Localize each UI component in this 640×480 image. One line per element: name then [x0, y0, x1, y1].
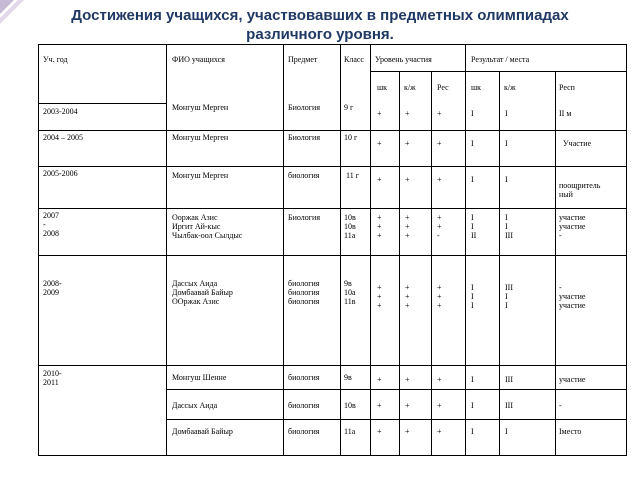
row3-year: 2005-2006 — [43, 169, 78, 178]
row3-level-rep: + — [437, 175, 442, 184]
olympiad-results-table — [38, 44, 627, 456]
row6a-result-kozh: III — [505, 375, 513, 384]
row1-subject: Биология — [288, 103, 321, 112]
row6c-level-school: + — [377, 427, 382, 436]
row4-level-rep: + + - — [437, 213, 442, 240]
row4-subject: Биология — [288, 213, 321, 222]
row6a-level-rep: + — [437, 375, 442, 384]
row4-names: Ооржак Азис Иргит Ай-кыс Чылбак-оол Сылдыс — [172, 213, 243, 240]
row5-names: Дассых Аида Домбаавай Байыр ООржак Азис — [172, 279, 233, 306]
row3-result-kozh: I — [505, 175, 508, 184]
row6c-class: 11а — [344, 427, 356, 436]
grid-line — [166, 419, 626, 420]
row6b-level-school: + — [377, 401, 382, 410]
row5-result-kozh: III I I — [505, 283, 513, 310]
row6c-level-kozh: + — [405, 427, 410, 436]
grid-line — [39, 255, 626, 256]
row3-subject: биология — [288, 171, 320, 180]
row4-classes: 10в 10в 11а — [344, 213, 356, 240]
row2-level-rep: + — [437, 139, 442, 148]
grid-line — [39, 166, 626, 167]
row5-level-kozh: + + + — [405, 283, 410, 310]
row6a-name: Монгуш Шенне — [172, 373, 227, 382]
title-line-1: Достижения учащихся, участвовавших в предметных олимпиадах — [71, 7, 569, 24]
row6c-result-resp: Iместо — [559, 427, 582, 436]
header-year: Уч. год — [43, 55, 68, 64]
row5-result-resp: - участие участие — [559, 283, 586, 310]
row1-result-resp: II м — [559, 109, 572, 118]
grid-line — [166, 45, 167, 455]
row6a-class: 9в — [344, 373, 352, 382]
grid-line — [399, 71, 400, 455]
row3-result-school: I — [471, 175, 474, 184]
row6b-subject: биология — [288, 401, 320, 410]
header-result: Результат / места — [471, 55, 530, 64]
header-name: ФИО учащихся — [172, 55, 225, 64]
header-level-rep: Рес — [437, 83, 449, 92]
row6a-result-school: I — [471, 375, 474, 384]
row4-result-school: I I II — [471, 213, 477, 240]
grid-line — [39, 208, 626, 209]
row6a-level-kozh: + — [405, 375, 410, 384]
row6b-class: 10в — [344, 401, 356, 410]
row4-result-resp: участие участие - — [559, 213, 586, 240]
row1-result-kozh: I — [505, 109, 508, 118]
header-level-kozh: к/ж — [404, 83, 416, 92]
row6a-result-resp: участие — [559, 375, 586, 384]
header-class: Класс — [344, 55, 364, 64]
header-level: Уровень участия — [375, 55, 432, 64]
row2-level-kozh: + — [405, 139, 410, 148]
header-subject: Предмет — [288, 55, 318, 64]
row4-level-kozh: + + + — [405, 213, 410, 240]
row1-level-school: + — [377, 109, 382, 118]
row6b-result-resp: - — [559, 401, 562, 410]
row5-level-rep: + + + — [437, 283, 442, 310]
page-title — [0, 6, 640, 44]
row6b-level-rep: + — [437, 401, 442, 410]
grid-line — [431, 71, 432, 455]
row6a-level-school: + — [377, 375, 382, 384]
row3-name: Монгуш Мерген — [172, 171, 229, 180]
row2-result-kozh: I — [505, 139, 508, 148]
grid-line — [39, 130, 626, 131]
grid-line — [39, 103, 166, 104]
row4-year: 2007 - 2008 — [43, 211, 59, 238]
row4-result-kozh: I I III — [505, 213, 513, 240]
row2-class: 10 г — [344, 133, 358, 142]
row3-result-resp: поощритель ный — [559, 181, 601, 199]
row6-year: 2010- 2011 — [43, 369, 62, 387]
row2-level-school: + — [377, 139, 382, 148]
grid-line — [555, 71, 556, 455]
row2-result-school: I — [471, 139, 474, 148]
header-result-resp: Респ — [559, 83, 575, 92]
row6c-name: Домбаавай Байыр — [172, 427, 233, 436]
row6b-level-kozh: + — [405, 401, 410, 410]
row1-result-school: I — [471, 109, 474, 118]
row6c-level-rep: + — [437, 427, 442, 436]
title-line-2: различного уровня. — [246, 26, 394, 43]
row6c-subject: биология — [288, 427, 320, 436]
row3-level-school: + — [377, 175, 382, 184]
row6a-subject: биология — [288, 373, 320, 382]
row1-class: 9 г — [344, 103, 354, 112]
row1-level-kozh: + — [405, 109, 410, 118]
row1-level-rep: + — [437, 109, 442, 118]
row2-year: 2004 – 2005 — [43, 133, 83, 142]
row2-name: Монгуш Мерген — [172, 133, 229, 142]
row5-year: 2008- 2009 — [43, 279, 62, 297]
grid-line — [465, 45, 466, 455]
row4-level-school: + + + — [377, 213, 382, 240]
row6b-name: Дассых Аида — [172, 401, 218, 410]
row6c-result-kozh: I — [505, 427, 508, 436]
grid-line — [39, 365, 626, 366]
grid-line — [166, 389, 626, 390]
header-result-kozh: к/ж — [504, 83, 516, 92]
header-result-school: шк — [471, 83, 482, 92]
row5-level-school: + + + — [377, 283, 382, 310]
row1-name: Монгуш Мерген — [172, 103, 229, 112]
grid-line — [370, 71, 626, 72]
row6c-result-school: I — [471, 427, 474, 436]
grid-line — [283, 45, 284, 455]
header-level-school: шк — [377, 83, 388, 92]
row5-result-school: I I I — [471, 283, 474, 310]
row3-level-kozh: + — [405, 175, 410, 184]
row6b-result-kozh: III — [505, 401, 513, 410]
grid-line — [499, 71, 500, 455]
row2-result-resp: Участие — [563, 139, 592, 148]
row5-classes: 9в 10а 11в — [344, 279, 356, 306]
row5-subjects: биология биология биология — [288, 279, 320, 306]
row2-subject: Биология — [288, 133, 321, 142]
row1-year: 2003-2004 — [43, 107, 78, 116]
row3-class: 11 г — [346, 171, 359, 180]
grid-line — [370, 45, 371, 455]
grid-line — [340, 45, 341, 455]
row6b-result-school: I — [471, 401, 474, 410]
